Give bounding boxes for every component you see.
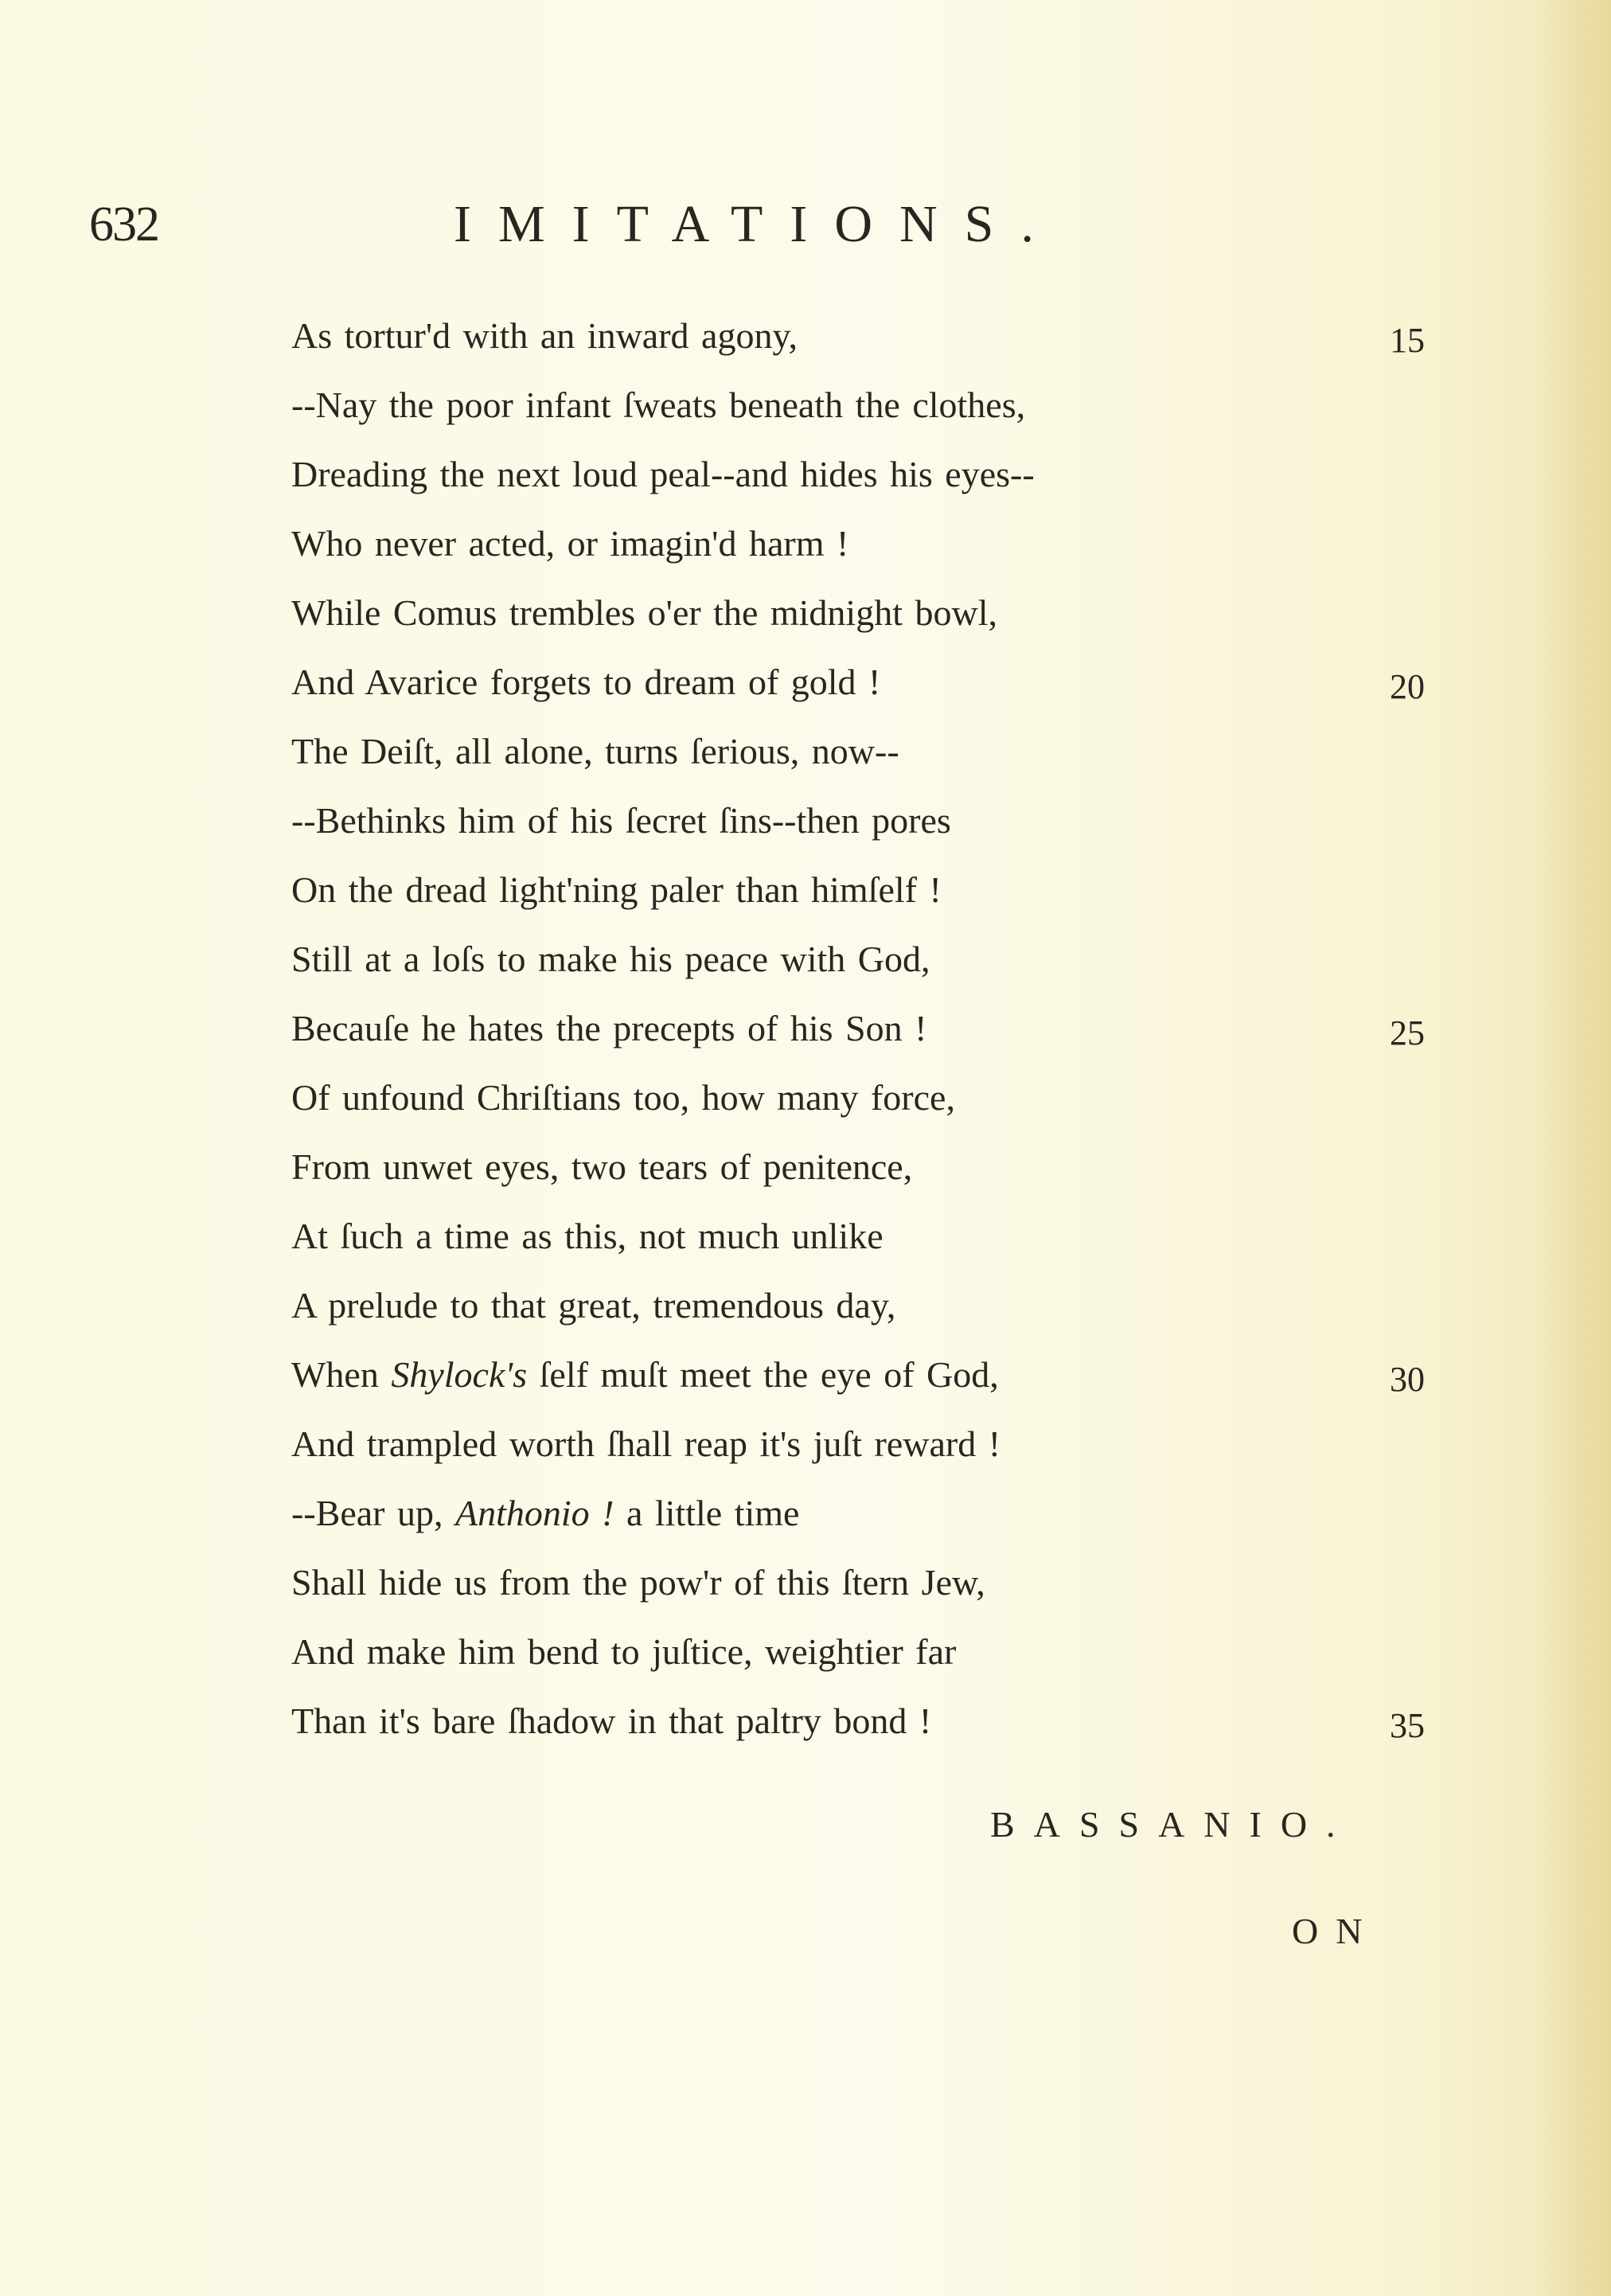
verse-line-text: --Bethinks him of his ſecret ſins--then pores bbox=[291, 800, 951, 841]
verse-line-text: The Deiſt, all alone, turns ſerious, now-- bbox=[291, 731, 899, 771]
verse-line bbox=[291, 924, 1501, 994]
verse-line-text: When Shylock's ſelf muſt meet the eye of God, bbox=[291, 1354, 999, 1395]
running-head: IMITATIONS. bbox=[454, 195, 1061, 253]
verse-line-text: A prelude to that great, tremendous day, bbox=[291, 1285, 896, 1326]
verse-line bbox=[291, 1201, 1501, 1271]
verse-line-text: From unwet eyes, two tears of penitence, bbox=[291, 1146, 913, 1187]
page-edge-shadow bbox=[1539, 0, 1611, 2296]
catchword: ON bbox=[1292, 1911, 1380, 1951]
verse-line-text: Still at a loſs to make his peace with God, bbox=[291, 939, 930, 979]
verse-line bbox=[291, 1132, 1501, 1201]
line-number: 35 bbox=[1390, 1706, 1425, 1745]
verse-line bbox=[291, 1271, 1501, 1340]
verse-line-text: --Nay the poor infant ſweats beneath the clothes, bbox=[291, 385, 1026, 425]
verse-line bbox=[291, 509, 1501, 578]
verse-line-text: And make him bend to juſtice, weightier far bbox=[291, 1631, 957, 1672]
verse-line bbox=[291, 855, 1501, 924]
speaker-attribution: BASSANIO. bbox=[990, 1804, 1355, 1845]
verse-line-text: While Comus trembles o'er the midnight bowl, bbox=[291, 592, 997, 633]
verse-line bbox=[291, 1478, 1501, 1548]
verse-line-text: Shall hide us from the pow'r of this ſtern Jew, bbox=[291, 1562, 985, 1603]
verse-line-text: Becauſe he hates the precepts of his Son ! bbox=[291, 1008, 927, 1048]
page-number: 632 bbox=[89, 197, 158, 252]
verse-line-text: On the dread light'ning paler than himſelf ! bbox=[291, 869, 942, 910]
verse-line bbox=[291, 301, 1501, 370]
verse-line-text: And Avarice forgets to dream of gold ! bbox=[291, 662, 881, 702]
verse-line bbox=[291, 1340, 1501, 1409]
verse-line-text: Than it's bare ſhadow in that paltry bond ! bbox=[291, 1701, 932, 1741]
verse-line bbox=[291, 1686, 1501, 1755]
verse-line bbox=[291, 439, 1501, 509]
verse-line bbox=[291, 647, 1501, 717]
verse-line-text: Who never acted, or imagin'd harm ! bbox=[291, 523, 849, 564]
verse-line-text: As tortur'd with an inward agony, bbox=[291, 315, 798, 356]
verse-line bbox=[291, 1063, 1501, 1132]
line-number: 30 bbox=[1390, 1360, 1425, 1399]
verse-line bbox=[291, 1617, 1501, 1686]
verse-line bbox=[291, 578, 1501, 647]
line-number: 20 bbox=[1390, 667, 1425, 706]
verse-line-text: And trampled worth ſhall reap it's juſt reward ! bbox=[291, 1423, 1001, 1464]
verse-line bbox=[291, 1548, 1501, 1617]
line-number: 25 bbox=[1390, 1013, 1425, 1052]
verse-line-text: Dreading the next loud peal--and hides his eyes-- bbox=[291, 454, 1035, 494]
verse-line-text: --Bear up, Anthonio ! a little time bbox=[291, 1493, 800, 1533]
verse-line bbox=[291, 1409, 1501, 1478]
verse-line bbox=[291, 994, 1501, 1063]
verse-line-text: Of unfound Chriſtians too, how many force, bbox=[291, 1077, 955, 1118]
verse-line bbox=[291, 786, 1501, 855]
verse-line bbox=[291, 717, 1501, 786]
line-number: 15 bbox=[1390, 321, 1425, 360]
poem-verse bbox=[291, 301, 1501, 1755]
verse-line bbox=[291, 370, 1501, 439]
verse-line-text: At ſuch a time as this, not much unlike bbox=[291, 1216, 884, 1256]
